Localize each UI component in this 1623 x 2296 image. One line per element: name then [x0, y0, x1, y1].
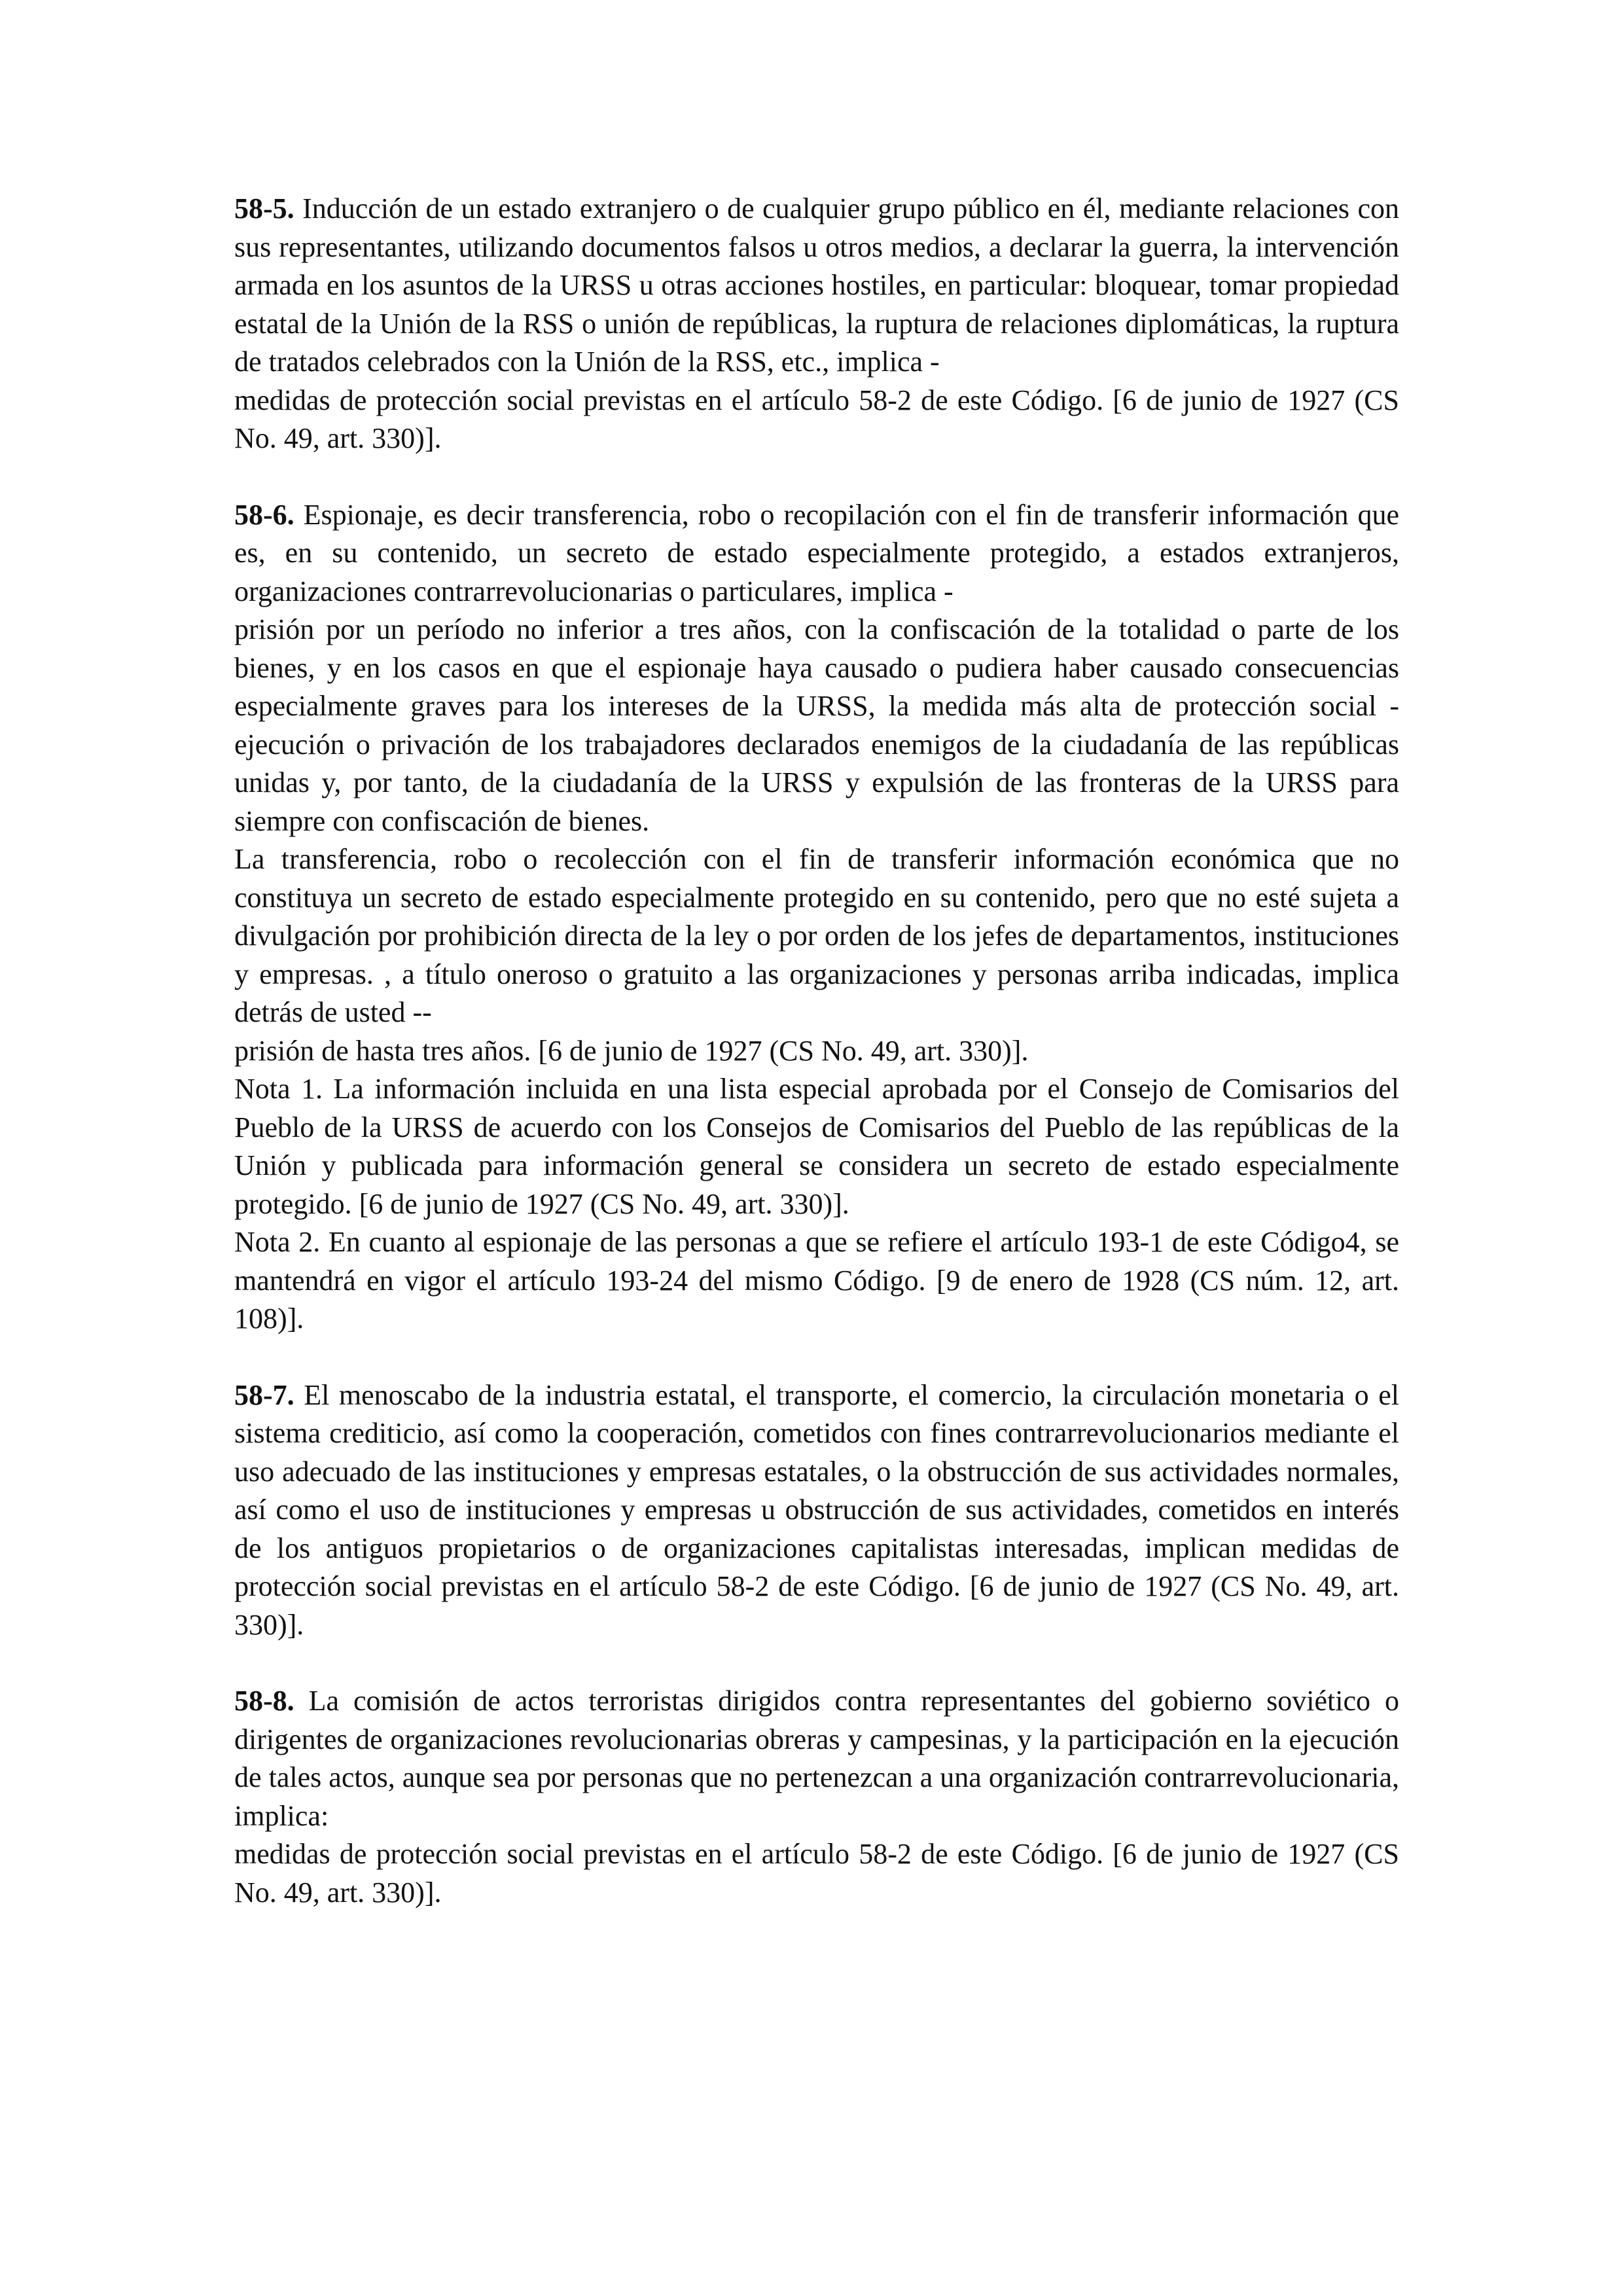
article-paragraph: prisión por un período no inferior a tres años, con la confiscación de la totalidad o parte de los bienes, y en los casos en que el espionaje haya causado o pudiera haber causado consecuencias especialmente graves para los intereses de la URSS, la medida más alta de protección social - ejecución o privación de los trabajadores declarados enemigos de la ciudadanía de las repúblicas unidas y, por tanto, de la ciudadanía de la URSS y expulsión de las fronteras de la URSS para siempre con confiscación de bienes.: [234, 613, 1399, 837]
article-58-8: [234, 1682, 1399, 1912]
article-text: [234, 1682, 1399, 1835]
article-body: El menoscabo de la industria estatal, el transporte, el comercio, la circulación monetaria o el sistema crediticio, así como la cooperación, cometidos con fines contrarrevolucionarios mediante el uso adecuado de las instituciones y empresas estatales, o la obstrucción de sus actividades normales, así como el uso de instituciones y empresas u obstrucción de sus actividades, cometidos en interés de los antiguos propietarios o de organizaciones capitalistas interesadas, implican medidas de protección social previstas en el artículo 58-2 de este Código. [6 de junio de 1927 (CS No. 49, art. 330)].: [234, 1378, 1399, 1641]
article-58-5: [234, 190, 1399, 458]
article-number: 58-6.: [234, 498, 294, 531]
article-number: 58-8.: [234, 1685, 294, 1717]
article-paragraph: La transferencia, robo o recolección con el fin de transferir información económica que no constituya un secreto de estado especialmente protegido en su contenido, pero que no esté sujeta a divulgación por prohibición directa de la ley o por orden de los jefes de departamentos, instituciones y empresas. , a título oneroso o gratuito a las organizaciones y personas arriba indicadas, implica detrás de usted --: [234, 843, 1399, 1028]
article-58-6: [234, 496, 1399, 1338]
document-page: [234, 190, 1399, 1950]
article-paragraph: prisión de hasta tres años. [6 de junio de 1927 (CS No. 49, art. 330)].: [234, 1034, 1029, 1067]
article-paragraph: medidas de protección social previstas en el artículo 58-2 de este Código. [6 de junio de 1927 (CS No. 49, art. 330)].: [234, 384, 1399, 454]
article-text: [234, 496, 1399, 611]
article-body: Inducción de un estado extranjero o de cualquier grupo público en él, mediante relaciones con sus representantes, utilizando documentos falsos u otros medios, a declarar la guerra, la intervención armada en los asuntos de la URSS u otras acciones hostiles, en particular: bloquear, tomar propiedad estatal de la Unión de la RSS o unión de repúblicas, la ruptura de relaciones diplomáticas, la ruptura de tratados celebrados con la Unión de la RSS, etc., implica -: [234, 192, 1399, 378]
article-text: [234, 190, 1399, 382]
article-number: 58-7.: [234, 1378, 294, 1411]
article-paragraph: medidas de protección social previstas en el artículo 58-2 de este Código. [6 de junio de 1927 (CS No. 49, art. 330)].: [234, 1838, 1399, 1909]
article-text: [234, 1376, 1399, 1645]
article-number: 58-5.: [234, 192, 294, 224]
article-body: La comisión de actos terroristas dirigidos contra representantes del gobierno soviético o dirigentes de organizaciones revolucionarias obreras y campesinas, y la participación en la ejecución de tales actos, aunque sea por personas que no pertenezcan a una organización contrarrevolucionaria, implica:: [234, 1685, 1399, 1832]
article-58-7: [234, 1376, 1399, 1645]
note-1: Nota 1. La información incluida en una lista especial aprobada por el Consejo de Comisarios del Pueblo de la URSS de acuerdo con los Consejos de Comisarios del Pueblo de las repúblicas de la Unión y publicada para información general se considera un secreto de estado especialmente protegido. [6 de junio de 1927 (CS No. 49, art. 330)].: [234, 1073, 1399, 1220]
note-2: Nota 2. En cuanto al espionaje de las personas a que se refiere el artículo 193-1 de este Código4, se mantendrá en vigor el artículo 193-24 del mismo Código. [9 de enero de 1928 (CS núm. 12, art. 108)].: [234, 1226, 1399, 1335]
article-body: Espionaje, es decir transferencia, robo o recopilación con el fin de transferir información que es, en su contenido, un secreto de estado especialmente protegido, a estados extranjeros, organizaciones contrarrevolucionarias o particulares, implica -: [234, 498, 1399, 607]
